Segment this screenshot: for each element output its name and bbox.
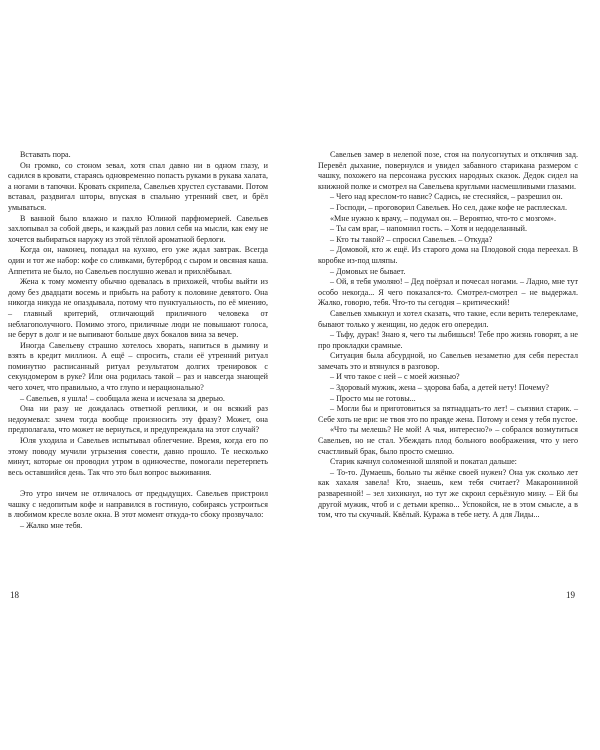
paragraph: Жена к тому моменту обычно одевалась в прихожей, чтобы выйти из дому без двадцати восемь и прибыть на работу к половине девятого. Она никогда никуда не опаздывала, потому что пунктуальность, по её мнению, – главный критерий, отличающий приличного человека от неблагополучного. Помимо этого, приличные люди не повышают голоса, не берут в долг и не выпивают больше двух бокалов вина за вечер.	[8, 277, 268, 340]
paragraph: – То-то. Думаешь, больно ты жёнке своей нужен? Она уж сколько лет как хахаля завела! Кто, знаешь, кем тебя считает? Макаронниной разваренной! – зел хихикнул, но тут же скроил серьёзную мину. – Ей бы другой мужик, чтоб и с детьми крепко... Успокойся, не в этом смысле, а в том, что ты скучный. Квёлый. Куража в тебе нету. А для Лиды...	[318, 467, 578, 520]
left-page	[8, 150, 268, 531]
paragraph: Это утро ничем не отличалось от предыдущих. Савельев пристроил чашку с недопитым кофе и направился в гостиную, собираясь устроиться в любимом кресле возле окна. В этот момент откуда-то сбоку прозвучало:	[8, 489, 268, 520]
paragraph: – Просто мы не готовы...	[330, 393, 416, 403]
paragraph: – Савельев, я ушла! – сообщала жена и исчезала за дверью.	[20, 393, 225, 403]
paragraph: – Могли бы и приготовиться за пятнадцать-то лет! – съязвил старик. – Себе хоть не ври: не твоя это по правде жена. Потому и семя у тебя пустое.	[318, 404, 578, 424]
paragraph: Ситуация была абсурдной, но Савельев незаметно для себя перестал замечать это и втянулся в разговор.	[318, 351, 578, 371]
paragraph: – Здоровый мужик, жена – здорова баба, а детей нету! Почему?	[330, 383, 550, 393]
page-number-right: 19	[566, 590, 575, 600]
page-number-left: 18	[10, 590, 19, 600]
paragraph: Юля уходила и Савельев испытывал облегчение. Время, когда его по этому поводу мучили угрызения совести, давно прошло. Те несколько минут, которые он проводил утром в одиночестве, помогали перетерпеть весь оставшийся день. Так что это был вопрос выживания.	[8, 436, 268, 477]
right-page	[318, 150, 578, 521]
paragraph: – И что такое с ней – с моей жизнью?	[330, 372, 460, 382]
paragraph: В ванной было влажно и пахло Юлиной парфюмерией. Савельев захлопывал за собой дверь, и каждый раз ловил себя на мысли, как ему не хочется выбираться наружу из этой тёплой ароматной берлоги.	[8, 213, 268, 244]
paragraph: Иногда Савельеву страшно хотелось хворать, напиться в дымину и взять в кредит миллион. А ещё – спросить, стали её утренний ритуал поминутно расписанный ритуал результатом долгих тренировок с секундомером в руке? Или она родилась такой – раз и навсегда знающей чего хочет, что правильно, а что глупо и нерационально?	[8, 340, 268, 393]
paragraph: «Мне нужно к врачу, – подумал он. – Вероятно, что-то с мозгом».	[330, 213, 557, 223]
paragraph: – Кто ты такой? – спросил Савельев. – Откуда?	[330, 234, 493, 244]
paragraph: Старик качнул соломенной шляпой и покатал дальше:	[330, 457, 517, 467]
paragraph: – Домовых не бывает.	[330, 266, 406, 276]
paragraph: Вставать пора.	[20, 150, 71, 159]
paragraph: – Ты сам враг, – напомнил гость. – Хотя и недоделанный.	[330, 224, 528, 234]
paragraph: – Чего над креслом-то навис? Садись, не стесняйся, – разрешил он.	[330, 192, 563, 202]
paragraph: – Ой, я тебя умоляю! – Дед поёрзал и почесал ногами. – Ладно, мне тут особо некогда... Я чего показался-то. Смотрел-смотрел – не выдержал. Жалко, говорю, тебя. Что-то ты сегодня – критический!	[318, 277, 578, 308]
paragraph: Она ни разу не дождалась ответной реплики, и он всякий раз недоумевал: зачем тогда вообще произносить эту фразу? Может, она предполагала, что может не вернуться, и предупреждала на этот случай?	[8, 404, 268, 435]
paragraph: Он громко, со стоном зевал, хотя спал давно ни в одном глазу, и садился в кровати, стараясь одновременно попасть руками в рукава халата, а ногами в тапочки. Кровать скрипела, Савельев хрустел суставами. Потом вставал, раздвигал шторы, впуская в спальню утренний свет, и брёл умываться.	[8, 160, 268, 212]
paragraph: «Что ты мелешь? Не мой! А чья, интересно?» – собрался возмутиться Савельев, но не стал. Убеждать плод больного воображения, что у него счастливый брак, было просто смешно.	[318, 425, 578, 456]
paragraph: – Господи, – проговорил Савельев. Но сел, даже кофе не расплескал.	[330, 202, 567, 212]
paragraph: Савельев хмыкнул и хотел сказать, что такие, если верить телерекламе, бывают только у женщин, но дедок его опередил.	[318, 308, 578, 329]
paragraph: – Жалко мне тебя.	[20, 520, 83, 530]
paragraph: Когда он, наконец, попадал на кухню, его уже ждал завтрак. Всегда один и тот же набор: кофе со сливками, бутерброд с сыром и овсяная каша. Аппетита не было, но Савельев послушно жевал и прихлёбывал.	[8, 245, 268, 276]
paragraph: Савельев замер в нелепой позе, стоя на полусогнутых и отклячив зад. Перевёл дыхание, повернулся и увидел забавного старикана размером с чашку, похожего на персонажа русских народных сказок. Дедок сидел на книжной полке и смотрел на Савельева круглыми насмешливыми глазами.	[318, 150, 578, 191]
paragraph: – Тьфу, дурак! Знаю я, чего ты лыбишься! Тебе про жизнь говорят, а не про прокладки срамные.	[318, 330, 578, 350]
paragraph: – Домовой, кто ж ещё. Из старого дома на Плодовой сюда переехал. В коробке из-под шляпы.	[318, 245, 578, 265]
